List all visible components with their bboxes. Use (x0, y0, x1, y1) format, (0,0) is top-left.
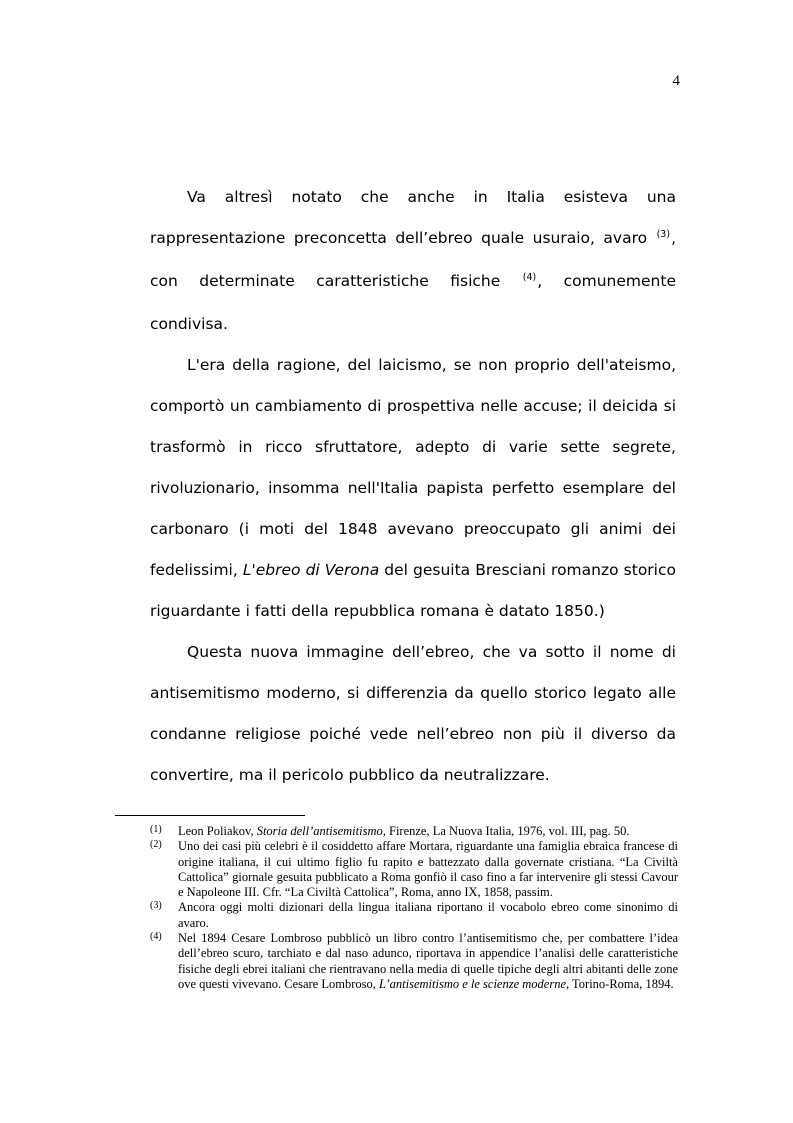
footnote-3 (150, 900, 678, 931)
footnote-text: Nel 1894 Cesare Lombroso pubblicò un libro contro l’antisemitismo che, per combattere l’idea dell’ebreo scuro, tarchiato e dal naso adunco, riportava in appendice l’analisi delle caratteristiche fisiche degli ebrei italiani che rientravano nella media di quelle tipiche degli altri abitanti delle zone ove questi vivevano. Cesare Lombroso, L’antisemitismo e le scienze moderne, Torino-Roma, 1894. (178, 931, 678, 991)
paragraph (150, 632, 676, 796)
paragraph (150, 177, 676, 345)
book-title: L’antisemitismo e le scienze moderne, (379, 976, 570, 991)
footnote-text: Uno dei casi più celebri è il cosiddetto affare Mortara, riguardante una famiglia ebraica francese di origine italiana, il cui ultimo figlio fu rapito e battezzato dalla governate cristiana. “La Civiltà Cattolica” giornale gesuita pubblicato a Roma gonfiò il caso fino a far intervenire gli stessi Cavour e Napoleone III. Cfr. “La Civiltà Cattolica”, Roma, anno IX, 1858, passim. (178, 839, 678, 900)
main-text (150, 177, 676, 796)
paragraph (150, 345, 676, 632)
footnote-separator (115, 815, 305, 816)
paragraph-text: , comunemente condivisa. (150, 272, 676, 333)
paragraph-text: L'era della ragione, del laicismo, se non proprio dell'ateismo, comportò un cambiamento di prospettiva nelle accuse; il deicida si trasformò in ricco sfruttatore, adepto di varie sette segrete, rivoluzionario, insomma nell'Italia papista perfetto esemplare del carbonaro (i moti del 1848 avevano preoccupato gli animi dei fedelissimi, (150, 356, 676, 579)
footnote-4 (150, 931, 678, 992)
footnote-ref[interactable]: (3) (656, 229, 671, 240)
footnote-1 (150, 824, 678, 839)
paragraph-text: , con determinate caratteristiche fisiche (150, 229, 676, 290)
book-title: Storia dell’antisemitismo, (256, 824, 386, 838)
footnote-text: Leon Poliakov, Storia dell’antisemitismo, Firenze, La Nuova Italia, 1976, vol. III, pag. 50. (178, 824, 630, 838)
footnotes (150, 824, 678, 992)
paragraph-text: del gesuita Bresciani romanzo storico riguardante i fatti della repubblica romana è datato 1850.) (150, 561, 676, 620)
footnote-text: Ancora oggi molti dizionari della lingua italiana riportano il vocabolo ebreo come sinonimo di avaro. (178, 900, 678, 930)
paragraph-text: Va altresì notato che anche in Italia esisteva una rappresentazione preconcetta dell’ebreo quale usuraio, avaro (150, 188, 676, 247)
footnote-marker: (1) (150, 824, 162, 835)
footnote-marker: (2) (150, 839, 162, 851)
footnote-ref[interactable]: (4) (522, 272, 537, 283)
page-number: 4 (672, 73, 680, 89)
book-title: L'ebreo di Verona (242, 561, 380, 579)
footnote-marker: (4) (150, 931, 162, 943)
footnote-marker: (3) (150, 900, 162, 912)
paragraph-text: Questa nuova immagine dell’ebreo, che va sotto il nome di antisemitismo moderno, si differenzia da quello storico legato alle condanne religiose poiché vede nell’ebreo non più il diverso da convertire, ma il pericolo pubblico da neutralizzare. (150, 643, 676, 784)
footnote-2 (150, 839, 678, 900)
